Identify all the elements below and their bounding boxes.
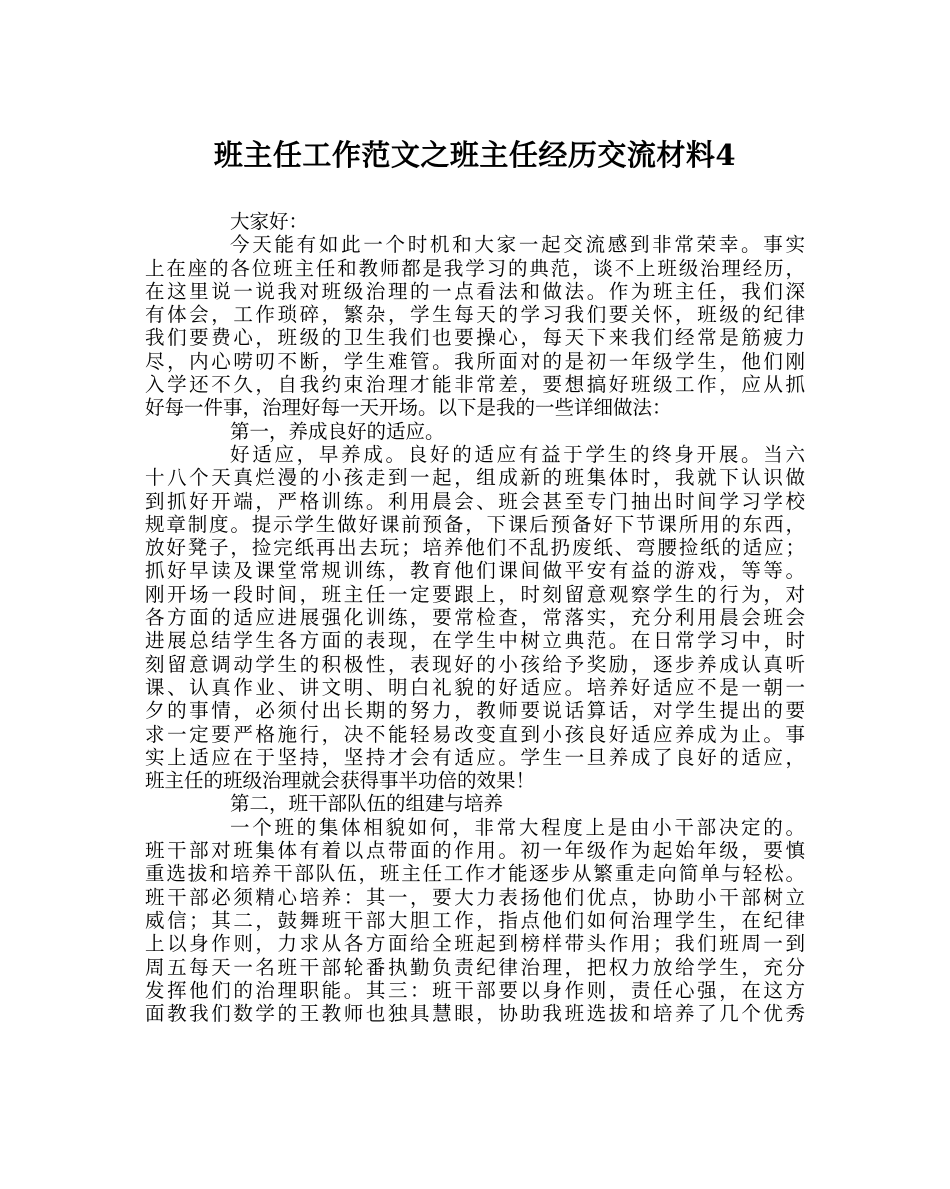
paragraph-line: 尽，内心唠叨不断，学生难管。我所面对的是初一年级学生，他们刚	[145, 349, 805, 373]
paragraph-line: 入学还不久，自我约束治理才能非常差，要想搞好班级工作，应从抓	[145, 373, 805, 397]
paragraph-line: 刻留意调动学生的积极性，表现好的小孩给予奖励，逐步养成认真听	[145, 652, 805, 676]
greeting-line: 大家好：	[230, 210, 309, 233]
paragraph-line: 威信；其二，鼓舞班干部大胆工作，指点他们如何治理学生，在纪律	[145, 908, 805, 932]
paragraph-line: 我们要费心，班级的卫生我们也要操心，每天下来我们经常是筋疲力	[145, 326, 805, 350]
paragraph-line: 夕的事情，必须付出长期的努力，教师要说话算话，对学生提出的要	[145, 699, 805, 723]
paragraph-line: 好每一件事，治理好每一天开场。以下是我的一些详细做法：	[145, 396, 672, 420]
paragraph-line: 规章制度。提示学生做好课前预备，下课后预备好下节课所用的东西，	[145, 512, 805, 536]
paragraph-line: 班干部对班集体有着以点带面的作用。初一年级作为起始年级，要慎	[145, 839, 805, 863]
paragraph-line: 班干部必须精心培养：其一，要大力表扬他们优点，协助小干部树立	[145, 885, 805, 909]
paragraph-line: 刚开场一段时间，班主任一定要跟上，时刻留意观察学生的行为，对	[145, 582, 805, 606]
paragraph-line: 发挥他们的治理职能。其三：班干部要以身作则，责任心强，在这方	[145, 978, 805, 1002]
paragraph-line: 面教我们数学的王教师也独具慧眼，协助我班选拔和培养了几个优秀	[145, 1002, 805, 1026]
document-body	[145, 210, 805, 1025]
paragraph-line: 好适应，早养成。良好的适应有益于学生的终身开展。当六	[230, 442, 805, 466]
paragraph-line: 在这里说一说我对班级治理的一点看法和做法。作为班主任，我们深	[145, 279, 805, 303]
paragraph-line: 有体会，工作琐碎，繁杂，学生每天的学习我们要关怀，班级的纪律	[145, 303, 805, 327]
paragraph-line: 各方面的适应进展强化训练，要常检查，常落实，充分利用晨会班会	[145, 606, 805, 630]
document-title: 班主任工作范文之班主任经历交流材料4	[213, 138, 737, 172]
paragraph-line: 今天能有如此一个时机和大家一起交流感到非常荣幸。事实	[230, 233, 805, 257]
section-heading: 第一，养成良好的适应。	[230, 419, 445, 443]
paragraph-line: 到抓好开端，严格训练。利用晨会、班会甚至专门抽出时间学习学校	[145, 489, 805, 513]
section-heading: 第二，班干部队伍的组建与培养	[230, 792, 504, 816]
paragraph-line: 求一定要严格施行，决不能轻易改变直到小孩良好适应养成为止。事	[145, 722, 805, 746]
paragraph-line: 实上适应在于坚持，坚持才会有适应。学生一旦养成了良好的适应，	[145, 745, 805, 769]
paragraph-line: 上在座的各位班主任和教师都是我学习的典范，谈不上班级治理经历，	[145, 256, 805, 280]
paragraph-line: 十八个天真烂漫的小孩走到一起，组成新的班集体时，我就下认识做	[145, 466, 805, 490]
paragraph-line: 重选拔和培养干部队伍，班主任工作才能逐步从繁重走向简单与轻松。	[145, 862, 805, 886]
paragraph-line: 放好凳子，捡完纸再出去玩；培养他们不乱扔废纸、弯腰捡纸的适应；	[145, 536, 805, 560]
paragraph-line: 抓好早读及课堂常规训练，教育他们课间做平安有益的游戏，等等。	[145, 559, 805, 583]
paragraph-line: 课、认真作业、讲文明、明白礼貌的好适应。培养好适应不是一朝一	[145, 675, 805, 699]
paragraph-line: 进展总结学生各方面的表现，在学生中树立典范。在日常学习中，时	[145, 629, 805, 653]
paragraph-line: 班主任的班级治理就会获得事半功倍的效果！	[145, 769, 536, 793]
paragraph-line: 周五每天一名班干部轮番执勤负责纪律治理，把权力放给学生，充分	[145, 955, 805, 979]
paragraph-line: 上以身作则，力求从各方面给全班起到榜样带头作用；我们班周一到	[145, 932, 805, 956]
paragraph-line: 一个班的集体相貌如何，非常大程度上是由小干部决定的。	[230, 815, 805, 839]
